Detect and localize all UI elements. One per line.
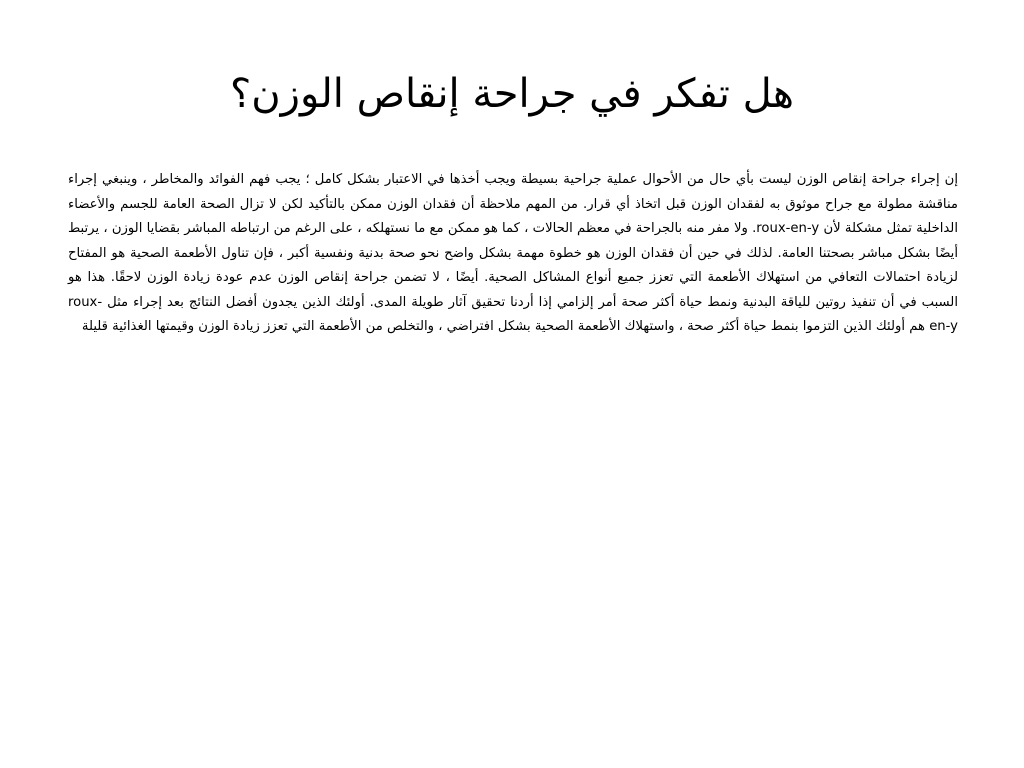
slide-title: هل تفكر في جراحة إنقاص الوزن؟ <box>230 71 794 117</box>
slide-body-text: إن إجراء جراحة إنقاص الوزن ليست بأي حال من الأحوال عملية جراحية بسيطة ويجب أخذها في الاعتبار بشكل كامل ؛ يجب فهم الفوائد والمخاطر ، وينبغي إجراء مناقشة مطولة مع جراح موثوق به لفقدان الوزن قبل اتخاذ أي قرار. من المهم ملاحظة أن فقدان الوزن ممكن بالتأكيد لكن لا تزال الصحة العامة للجسم والأعضاء الداخلية تمثل مشكلة لأن roux-en-y. ولا مفر منه بالجراحة في معظم الحالات ، كما هو ممكن مع ما نستهلكه ، على الرغم من ارتباطه المباشر بقضايا الوزن ، يرتبط أيضًا بشكل مباشر بصحتنا العامة. لذلك في حين أن فقدان الوزن هو خطوة مهمة بشكل واضح نحو صحة بدنية ونفسية أكبر ، فإن تناول الأطعمة الصحية هو المفتاح لزيادة احتمالات التعافي من استهلاك الأطعمة التي تعزز جميع أنواع المشاكل الصحية. أيضًا ، لا تضمن جراحة إنقاص الوزن عدم عودة زيادة الوزن لاحقًا. هذا هو السبب في أن تنفيذ روتين للياقة البدنية ونمط حياة أكثر صحة أمر إلزامي إذا أردنا تحقيق آثار طويلة المدى. أولئك الذين يجدون أفضل النتائج بعد إجراء مثل roux-en-y هم أولئك الذين التزموا بنمط حياة أكثر صحة ، واستهلاك الأطعمة الصحية بشكل افتراضي ، والتخلص من الأطعمة التي تعزز زيادة الوزن وقيمتها الغذائية قليلة <box>68 172 958 334</box>
